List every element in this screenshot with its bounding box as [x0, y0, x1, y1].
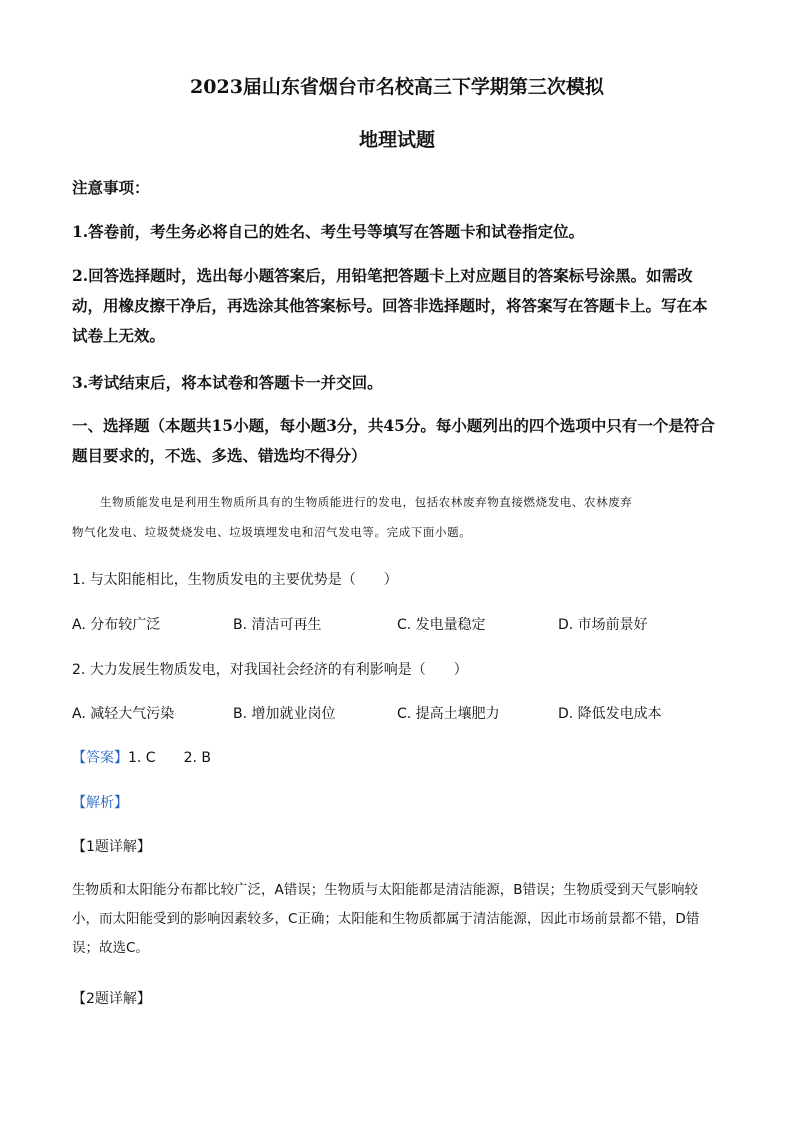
analysis-q2-heading: 【2题详解】 [72, 991, 151, 1007]
notice-item-2: 2.回答选择题时，选出每小题答案后，用铅笔把答题卡上对应题目的答案标号涂黑。如需改动，用橡皮擦干净后，再选涂其他答案标号。回答非选择题时，将答案写在答题卡上。写在本试卷上无效。 [72, 266, 708, 345]
passage-line-1: 生物质能发电是利用生物质所具有的生物质能进行的发电，包括农林废弃物直接燃烧发电、农林废弃 [100, 495, 633, 509]
passage-line-2: 物气化发电、垃圾焚烧发电、垃圾填埋发电和沼气发电等。完成下面小题。 [72, 525, 472, 539]
question-2-stem: 2. 大力发展生物质发电，对我国社会经济的有利影响是（ ） [72, 662, 468, 678]
notice-heading: 注意事项： [72, 178, 150, 197]
section-heading: 一、选择题（本题共15小题，每小题3分，共45分。每小题列出的四个选项中只有一个是符合题目要求的，不选、多选、错选均不得分） [72, 416, 715, 465]
document-subtitle: 地理试题 [358, 129, 435, 151]
answer-label: 【答案】 [72, 750, 128, 766]
notice-item-1: 1.答卷前，考生务必将自己的姓名、考生号等填写在答题卡和试卷指定位。 [72, 222, 585, 241]
question-1-option-c: C. 发电量稳定 [397, 617, 486, 633]
question-1-option-d: D. 市场前景好 [558, 617, 648, 633]
analysis-label: 【解析】 [72, 795, 128, 811]
question-2-option-a: A. 减轻大气污染 [72, 706, 175, 722]
question-2-option-b: B. 增加就业岗位 [233, 706, 336, 722]
question-1-option-a: A. 分布较广泛 [72, 617, 161, 633]
answer-line [72, 747, 211, 767]
question-1-stem: 1. 与太阳能相比，生物质发电的主要优势是（ ） [72, 572, 398, 588]
question-2-option-d: D. 降低发电成本 [558, 706, 662, 722]
analysis-q1-heading: 【1题详解】 [72, 839, 151, 855]
analysis-q1-text: 生物质和太阳能分布都比较广泛，A错误；生物质与太阳能都是清洁能源，B错误；生物质受到天气影响较小，而太阳能受到的影响因素较多，C正确；太阳能和生物质都属于清洁能源，因此市场前景都不错，D错误；故选C。 [72, 882, 700, 956]
question-1-option-b: B. 清洁可再生 [233, 617, 322, 633]
notice-item-3: 3.考试结束后，将本试卷和答题卡一并交回。 [72, 373, 383, 392]
question-2-option-c: C. 提高土壤肥力 [397, 706, 500, 722]
document-title: 2023届山东省烟台市名校高三下学期第三次模拟 [190, 76, 604, 98]
answer-text: 1. C 2. B [128, 750, 211, 766]
